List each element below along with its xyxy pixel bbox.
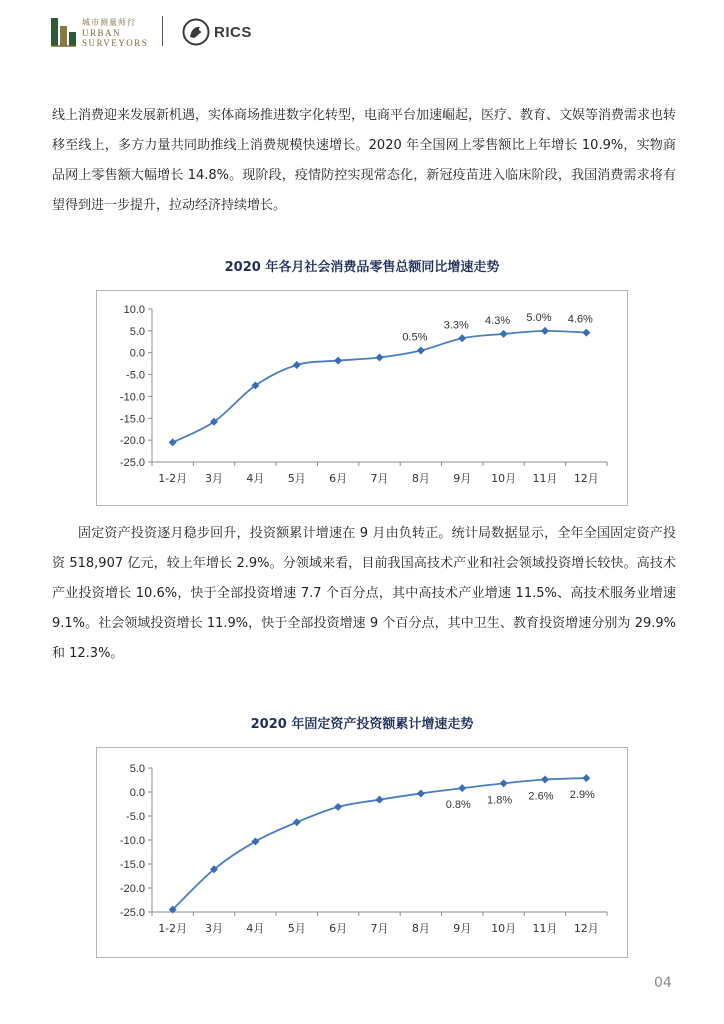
x-tick-label: 1-2月 bbox=[158, 472, 188, 485]
y-tick-label: -5.0 bbox=[126, 811, 145, 823]
x-tick-label: 1-2月 bbox=[158, 922, 188, 935]
data-point-marker bbox=[582, 774, 590, 782]
y-tick-label: -15.0 bbox=[119, 859, 145, 871]
x-tick-label: 4月 bbox=[246, 472, 265, 485]
urban-surveyors-cn-name: 城市测量师行 bbox=[82, 18, 136, 27]
x-tick-label: 5月 bbox=[287, 922, 306, 935]
data-point-marker bbox=[293, 361, 301, 369]
x-tick-label: 6月 bbox=[329, 922, 348, 935]
data-label: 2.6% bbox=[528, 790, 554, 803]
y-tick-label: -25.0 bbox=[119, 457, 145, 469]
fixed-asset-investment-chart-svg bbox=[97, 748, 627, 957]
x-tick-label: 8月 bbox=[411, 472, 430, 485]
data-label: 0.8% bbox=[445, 799, 471, 812]
data-point-marker bbox=[458, 334, 466, 342]
x-tick-label: 9月 bbox=[453, 472, 472, 485]
data-point-marker bbox=[376, 796, 384, 804]
data-point-marker bbox=[417, 347, 425, 355]
header-divider bbox=[162, 16, 163, 46]
data-label: 5.0% bbox=[526, 311, 552, 324]
data-point-marker bbox=[541, 327, 549, 335]
x-tick-label: 12月 bbox=[573, 922, 599, 935]
paragraph-fixed-asset-investment: 固定资产投资逐月稳步回升，投资额累计增速在 9 月由负转正。统计局数据显示，全年全国固定资产投资 518,907 亿元，较上年增长 2.9%。分领域来看，目前我国高技术产业和社会领域投资增长较快。高技术产业投资增长 10.6%，快于全部投资增速 7.7 个百分点，其中高技术产业增速 11.5%、高技术服务业增速 9.1%。社会领域投资增长 11.9%，快于全部投资增速 9 个百分点，其中卫生、教育投资增速分别为 29.9%和 12.3%。 bbox=[52, 526, 676, 661]
chart-title-retail-sales: 2020 年各月社会消费品零售总额同比增速走势 bbox=[224, 260, 500, 275]
rics-wordmark: RICS bbox=[214, 24, 252, 41]
data-point-marker bbox=[293, 818, 301, 826]
x-tick-label: 7月 bbox=[370, 472, 389, 485]
page-header bbox=[50, 14, 350, 50]
lion-emblem-icon bbox=[182, 18, 210, 46]
y-tick-label: -20.0 bbox=[119, 883, 145, 895]
data-point-marker bbox=[376, 354, 384, 362]
data-point-marker bbox=[169, 438, 177, 446]
data-point-marker bbox=[582, 329, 590, 337]
x-tick-label: 10月 bbox=[491, 472, 517, 485]
retail-sales-chart bbox=[96, 290, 628, 506]
data-label: 3.3% bbox=[443, 319, 469, 332]
data-point-marker bbox=[541, 776, 549, 784]
y-tick-label: -10.0 bbox=[119, 835, 145, 847]
y-tick-label: -15.0 bbox=[119, 413, 145, 426]
x-tick-label: 9月 bbox=[453, 922, 472, 935]
x-tick-label: 11月 bbox=[532, 472, 558, 485]
y-tick-label: 0.0 bbox=[129, 347, 145, 360]
x-tick-label: 11月 bbox=[532, 922, 558, 935]
data-label: 4.6% bbox=[567, 313, 593, 326]
x-tick-label: 12月 bbox=[573, 472, 599, 485]
x-tick-label: 4月 bbox=[246, 922, 265, 935]
x-tick-label: 5月 bbox=[287, 472, 306, 485]
y-tick-label: 5.0 bbox=[129, 763, 145, 775]
x-tick-label: 7月 bbox=[370, 922, 389, 935]
y-tick-label: 10.0 bbox=[123, 304, 145, 316]
data-point-marker bbox=[334, 357, 342, 365]
data-point-marker bbox=[500, 330, 508, 338]
y-tick-label: 0.0 bbox=[129, 787, 145, 799]
data-label: 1.8% bbox=[487, 794, 513, 807]
x-tick-label: 8月 bbox=[411, 922, 430, 935]
y-tick-label: -20.0 bbox=[119, 435, 145, 448]
y-tick-label: -10.0 bbox=[119, 391, 145, 404]
y-tick-label: -25.0 bbox=[119, 907, 145, 919]
y-tick-label: 5.0 bbox=[129, 325, 145, 338]
x-tick-label: 3月 bbox=[205, 922, 224, 935]
retail-sales-chart-svg bbox=[97, 291, 627, 505]
fixed-asset-investment-chart bbox=[96, 747, 628, 958]
data-point-marker bbox=[417, 789, 425, 797]
urban-surveyors-logo bbox=[50, 16, 149, 48]
data-point-marker bbox=[251, 837, 259, 845]
x-tick-label: 3月 bbox=[205, 472, 224, 485]
data-point-marker bbox=[334, 803, 342, 811]
page-number: 04 bbox=[654, 975, 672, 991]
data-label: 2.9% bbox=[569, 789, 595, 802]
y-tick-label: -5.0 bbox=[126, 369, 145, 382]
x-tick-label: 10月 bbox=[491, 922, 517, 935]
data-point-marker bbox=[458, 784, 466, 792]
data-label: 4.3% bbox=[485, 314, 511, 327]
data-label: 0.5% bbox=[402, 331, 428, 344]
urban-surveyors-en-line1: URBAN bbox=[82, 28, 122, 38]
data-point-marker bbox=[500, 779, 508, 787]
x-tick-label: 6月 bbox=[329, 472, 348, 485]
urban-surveyors-en-line2: SURVEYORS bbox=[82, 38, 149, 48]
urban-surveyors-logo-mark bbox=[50, 16, 78, 48]
paragraph-online-consumption: 线上消费迎来发展新机遇，实体商场推进数字化转型，电商平台加速崛起，医疗、教育、文娱等消费需求也转移至线上，多方力量共同助推线上消费规模快速增长。2020 年全国网上零售额比上年增长 10.9%，实物商品网上零售额大幅增长 14.8%。现阶段，疫情防控实现常态化，新冠疫苗进入临床阶段，我国消费需求将有望得到进一步提升，拉动经济持续增长。 bbox=[52, 108, 677, 213]
series-line bbox=[173, 331, 587, 442]
chart-title-fixed-asset-investment: 2020 年固定资产投资额累计增速走势 bbox=[250, 717, 474, 732]
